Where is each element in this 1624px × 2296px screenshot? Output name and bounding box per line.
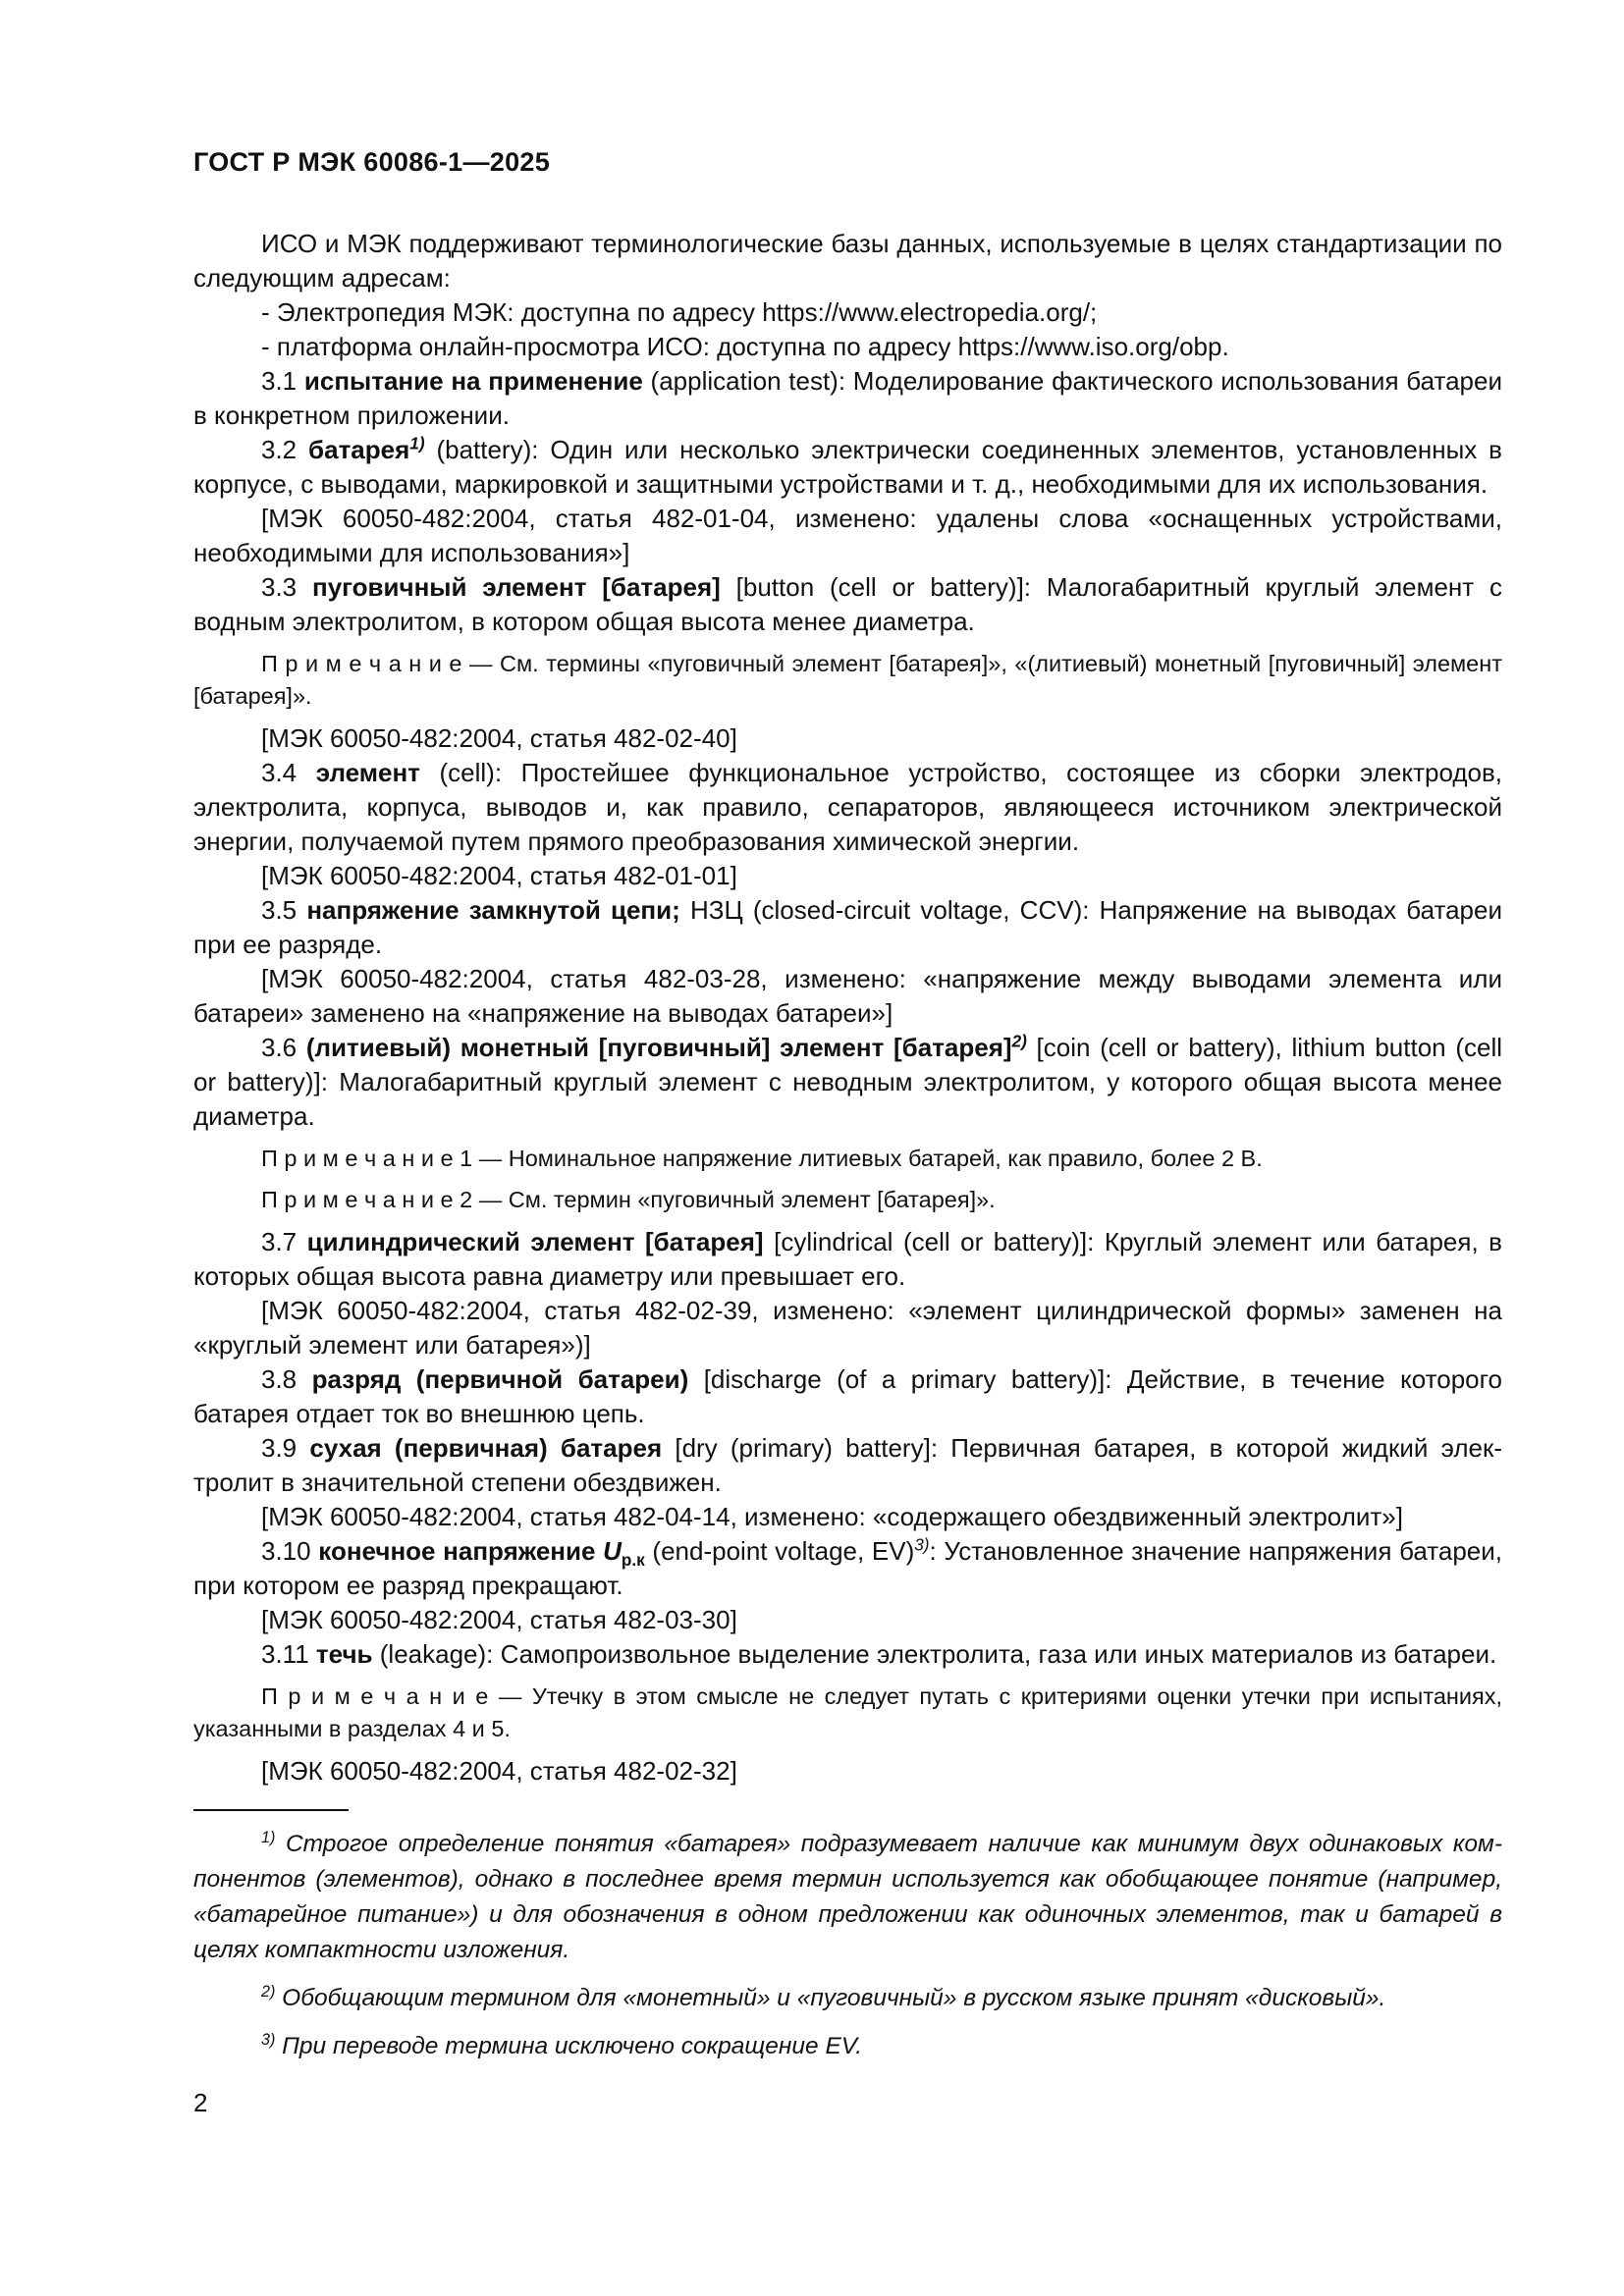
text-run: [МЭК 60050-482:2004, статья 482-01-04, изменено: удалены слова «оснащенных устройствами, необходимыми для использования»] xyxy=(193,504,1502,567)
term-3-3 xyxy=(193,570,1502,639)
term-3-7 xyxy=(193,1225,1502,1294)
text-run: 3.3 xyxy=(261,572,312,602)
footnote-separator xyxy=(193,1809,349,1811)
source-reference-3-9 xyxy=(193,1500,1502,1534)
source-reference-3-3 xyxy=(193,721,1502,756)
text-run: цилиндрический элемент [батарея] xyxy=(306,1227,764,1256)
term-3-1 xyxy=(193,364,1502,433)
text-run: [МЭК 60050-482:2004, статья 482-03-30] xyxy=(261,1605,737,1634)
text-run: : Установленное значение напряжения батареи, при котором ее разряд прекращают. xyxy=(193,1536,1503,1600)
footnote-item xyxy=(193,1827,1502,1968)
text-run: батарея xyxy=(308,435,410,464)
footnote-marker: 1) xyxy=(261,1828,276,1846)
term-3-9 xyxy=(193,1431,1502,1500)
text-run: испытание на применение xyxy=(303,366,643,396)
list-item-iso-obp xyxy=(193,330,1502,364)
text-run: 3.8 xyxy=(261,1364,312,1394)
note-2-3-6 xyxy=(193,1184,1502,1216)
source-reference-3-4 xyxy=(193,859,1502,893)
text-run: 3.9 xyxy=(261,1433,310,1463)
footnote-text: Строгое определение понятия «батарея» подразумевает наличие как минимум двух одинаковых компонентов (элементов), однако в последнее время термин используется как обобщающее понятие (например, «батарейное питание») и для обозначения в одном предложении как одиночных элементов, так и батарей в целях компактности изложения. xyxy=(193,1831,1502,1963)
text-run: 3.7 xyxy=(261,1227,307,1256)
term-3-4 xyxy=(193,756,1502,859)
footnote-text: При переводе термина исключено сокращение EV. xyxy=(275,2033,863,2059)
text-run: 3.4 xyxy=(261,758,316,787)
source-reference-3-10 xyxy=(193,1603,1502,1637)
source-reference-3-2 xyxy=(193,502,1502,570)
text-run: (cell): Простейшее функциональное устройство, состоящее из сборки электродов, электролита, корпуса, выводов и, как правило, сепараторов, являющееся источником электрической энергии, получаемой путем прямого преобразования химической энергии. xyxy=(193,758,1502,856)
term-3-2 xyxy=(193,433,1502,502)
text-run: П р и м е ч а н и е 1 — Номинальное напряжение литиевых батарей, как правило, более 2 В. xyxy=(261,1146,1263,1171)
footnote-reference-marker: 3) xyxy=(914,1534,930,1555)
text-run: 3.6 xyxy=(261,1033,306,1062)
text-run: [МЭК 60050-482:2004, статья 482-01-01] xyxy=(261,861,737,890)
footnotes-list xyxy=(193,1827,1502,2064)
text-run: [МЭК 60050-482:2004, статья 482-02-32] xyxy=(261,1756,737,1786)
text-run: (литиевый) монетный [пуговичный] элемент [батарея] xyxy=(305,1033,1012,1062)
text-run: (leakage): Самопроизвольное выделение электролита, газа или иных материалов из батареи. xyxy=(372,1639,1497,1669)
text-run: разряд (первичной батареи) xyxy=(311,1364,689,1394)
text-run: П р и м е ч а н и е — Утечку в этом смысле не следует путать с критериями оценки утечки при испытаниях, указанными в разделах 4 и 5. xyxy=(193,1683,1502,1741)
text-run: (application test): Моделирование фактического использования батареи в конкретном приложении. xyxy=(193,366,1502,430)
text-run: [coin (cell or battery), lithium button (cell or battery)]: Малогабаритный круглый элемент с неводным электролитом, у которого общая высота менее диаметра. xyxy=(193,1033,1502,1131)
subscript-text: р.к xyxy=(621,1550,645,1571)
footnote-item xyxy=(193,2029,1502,2064)
text-run: [МЭК 60050-482:2004, статья 482-03-28, изменено: «напряжение между выводами элемента или батареи» заменено на «напряжение на выводах батареи»] xyxy=(193,964,1502,1028)
text-run: 3.2 xyxy=(261,435,309,464)
term-3-6 xyxy=(193,1031,1502,1134)
text-run: [МЭК 60050-482:2004, статья 482-02-39, изменено: «элемент цилиндрической формы» заменен на «круглый элемент или батарея»)] xyxy=(193,1296,1502,1360)
document-header: ГОСТ Р МЭК 60086-1—2025 xyxy=(193,147,551,177)
footnote-marker: 3) xyxy=(261,2030,276,2049)
text-run: - платформа онлайн-просмотра ИСО: доступна по адресу https://www.iso.org/obp. xyxy=(261,332,1229,361)
text-run: - Электропедия МЭК: доступна по адресу https://www.electropedia.org/; xyxy=(261,297,1098,327)
note-3-3 xyxy=(193,648,1502,713)
term-3-5 xyxy=(193,893,1502,962)
source-reference-3-7 xyxy=(193,1294,1502,1362)
source-reference-3-11 xyxy=(193,1754,1502,1789)
text-run: пуговичный элемент [батарея] xyxy=(311,572,721,602)
text-run: [button (cell or battery)]: Малогабаритный круглый элемент с водным электролитом, в котором общая высота менее диаметра. xyxy=(193,572,1503,636)
text-run: 3.1 xyxy=(261,366,304,396)
text-run: [МЭК 60050-482:2004, статья 482-02-40] xyxy=(261,723,737,753)
text-run: сухая (первичная) батарея xyxy=(309,1433,663,1463)
term-3-10 xyxy=(193,1534,1502,1603)
source-reference-3-5 xyxy=(193,962,1502,1031)
intro-paragraph xyxy=(193,227,1502,295)
terms-section xyxy=(193,227,1502,1789)
note-3-11 xyxy=(193,1681,1502,1745)
text-run: НЗЦ (closed-circuit voltage, CCV): Напряжение на выводах батареи при ее разряде. xyxy=(193,895,1502,959)
footnote-item xyxy=(193,1981,1502,2016)
footnote-reference-marker: 1) xyxy=(409,433,425,454)
text-run: П р и м е ч а н и е 2 — См. термин «пуговичный элемент [батарея]». xyxy=(261,1187,996,1212)
text-run: напряжение замкнутой цепи; xyxy=(306,895,680,925)
note-1-3-6 xyxy=(193,1143,1502,1175)
text-run: (battery): Один или несколько электрически соединенных элементов, установленных в корпусе, с выводами, маркировкой и защитными устройствами и т. д., необходимыми для их использования. xyxy=(193,435,1502,499)
text-run: [dry (primary) battery]: Первичная батарея, в которой жидкий электролит в значительной степени обездвижен. xyxy=(193,1433,1502,1497)
text-run: конечное напряжение xyxy=(318,1536,604,1566)
text-run: элемент xyxy=(315,758,420,787)
footnote-text: Обобщающим термином для «монетный» и «пуговичный» в русском языке принят «дисковый». xyxy=(275,1985,1386,2011)
text-run: U xyxy=(603,1536,622,1566)
text-run: ИСО и МЭК поддерживают терминологические базы данных, используемые в целях стандартизации по следующим адресам: xyxy=(193,229,1502,293)
footnote-marker: 2) xyxy=(261,1982,276,2001)
footnote-reference-marker: 2) xyxy=(1011,1031,1027,1051)
term-3-8 xyxy=(193,1362,1502,1431)
text-run: [discharge (of a primary battery)]: Действие, в течение которого батарея отдает ток во внешнюю цепь. xyxy=(193,1364,1502,1428)
text-run: [cylindrical (cell or battery)]: Круглый элемент или батарея, в которых общая высота равна диаметру или превышает его. xyxy=(193,1227,1502,1291)
text-run: П р и м е ч а н и е — См. термины «пуговичный элемент [батарея]», «(литиевый) монетный [пуговичный] элемент [батарея]». xyxy=(193,651,1502,709)
text-run: течь xyxy=(315,1639,373,1669)
text-run: (end-point voltage, EV) xyxy=(644,1536,915,1566)
term-3-11 xyxy=(193,1637,1502,1672)
text-run: 3.5 xyxy=(261,895,307,925)
text-run: 3.10 xyxy=(261,1536,319,1566)
page-number: 2 xyxy=(193,2088,208,2117)
text-run: 3.11 xyxy=(261,1639,316,1669)
list-item-electropedia xyxy=(193,295,1502,330)
text-run: [МЭК 60050-482:2004, статья 482-04-14, изменено: «содержащего обездвиженный электролит»] xyxy=(261,1502,1403,1531)
